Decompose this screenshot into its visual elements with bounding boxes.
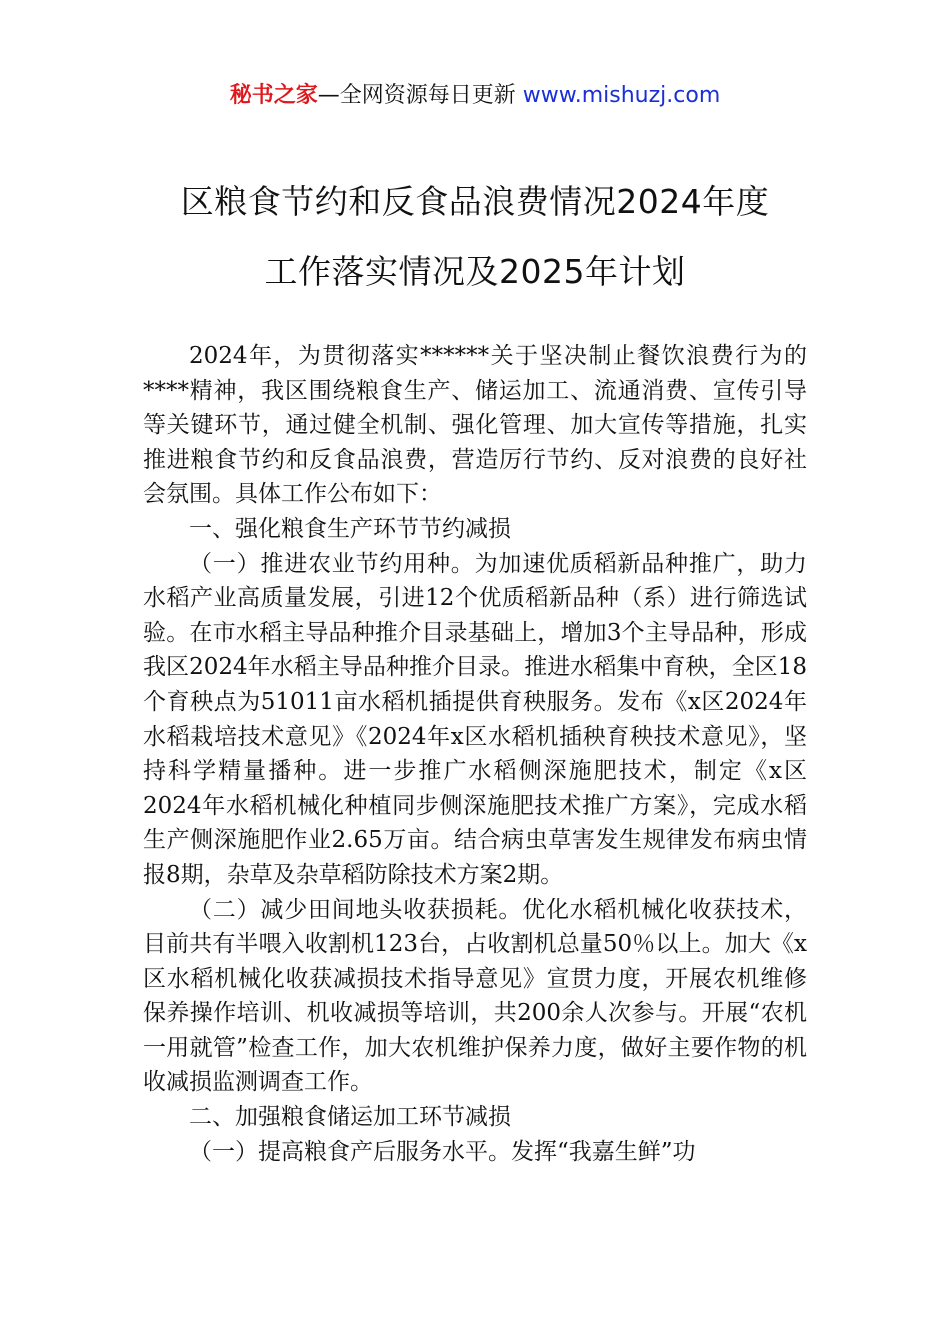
paragraph-2-1: （一）提高粮食产后服务水平。发挥“我嘉生鲜”功 bbox=[189, 1138, 696, 1165]
paragraph-1-2: （二）减少田间地头收获损耗。优化水稻机械化收获技术，目前共有半喂入收割机123台，占收割机总量50％以上。加大《x区水稻机械化收获减损技术指导意见》宣贯力度，开展农机维修保养操作培训、机收减损等培训，共200余人次参与。开展“农机一用就管”检查工作，加大农机维护保养力度，做好主要作物的机收减损监测调查工作。 bbox=[143, 896, 807, 1096]
paragraph-1-1: （一）推进农业节约用种。为加速优质稻新品种推广，助力水稻产业高质量发展，引进12个优质稻新品种（系）进行筛选试验。在市水稻主导品种推介目录基础上，增加3个主导品种，形成我区2024年水稻主导品种推介目录。推进水稻集中育秧，全区18个育秧点为51011亩水稻机插提供育秧服务。发布《x区2024年水稻栽培技术意见》《2024年x区水稻机插秧育秧技术意见》，坚持科学精量播种。进一步推广水稻侧深施肥技术，制定《x区2024年水稻机械化种植同步侧深施肥技术推广方案》，完成水稻生产侧深施肥作业2.65万亩。结合病虫草害发生规律发布病虫情报8期，杂草及杂草稻防除技术方案2期。 bbox=[143, 550, 807, 888]
site-tagline: —全网资源每日更新 bbox=[317, 83, 516, 108]
paragraph-intro: 2024年，为贯彻落实******关于坚决制止餐饮浪费行为的****精神，我区围绕粮食生产、储运加工、流通消费、宣传引导等关键环节，通过健全机制、强化管理、加大宣传等措施，扎实推进粮食节约和反食品浪费，营造厉行节约、反对浪费的良好社会氛围。具体工作公布如下： bbox=[143, 343, 807, 508]
section-heading-2: 二、加强粮食储运加工环节减损 bbox=[189, 1104, 511, 1131]
document-title-line-2: 工作落实情况及2025年计划 bbox=[264, 252, 686, 291]
section-heading-1: 一、强化粮食生产环节节约减损 bbox=[189, 515, 511, 542]
site-header bbox=[0, 80, 950, 112]
site-brand: 秘书之家 bbox=[229, 83, 318, 108]
document-body bbox=[143, 339, 807, 1169]
document-title-line-1: 区粮食节约和反食品浪费情况2024年度 bbox=[180, 182, 770, 221]
site-url-link[interactable]: www.mishuzj.com bbox=[522, 83, 721, 108]
